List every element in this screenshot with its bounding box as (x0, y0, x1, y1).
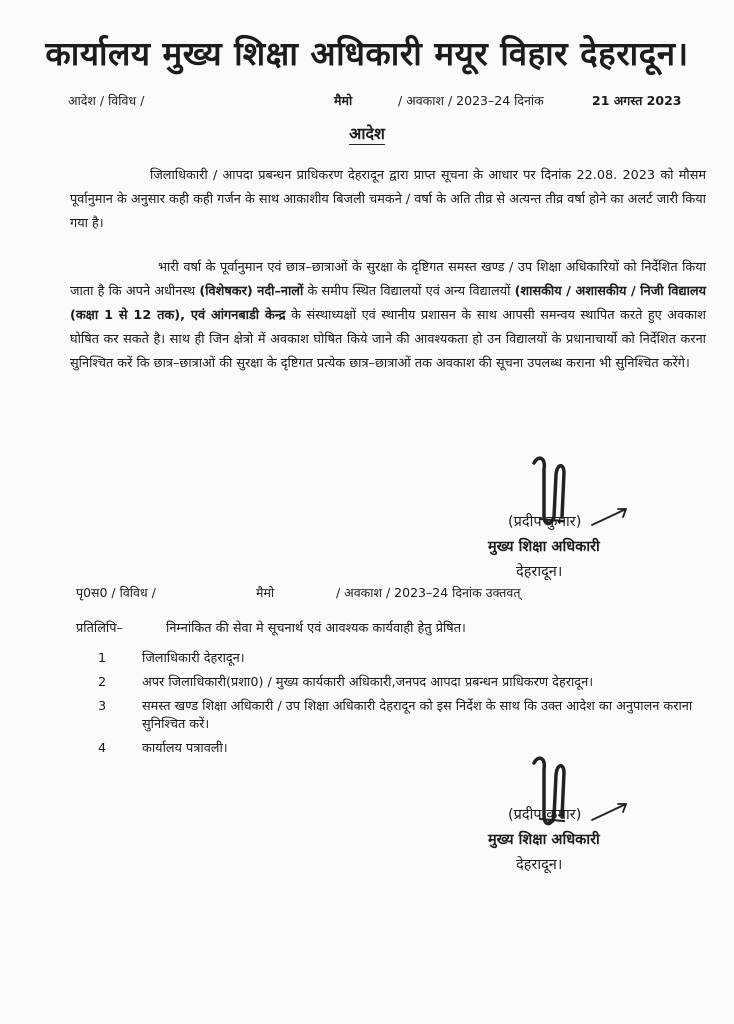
copy-reference-memo: मैमो (256, 585, 275, 600)
copy-list (76, 650, 706, 764)
order-paragraph-2 (70, 256, 706, 376)
list-item (76, 674, 706, 692)
copy-to-text: निम्नांकित की सेवा मे सूचनार्थ एवं आवश्यक कार्यवाही हेतु प्रेषित। (166, 621, 466, 636)
paragraph-2-part-3: के संस्थाध्यक्षों एवं स्थानीय प्रशासन के साथ आपसी समन्वय स्थापित करते हुए अवकाश घोषित कर सकते है। साथ ही जिन क्षेत्रो में अवकाश घोषित किये जाने की आवश्यकता हो उन विद्यालयों के प्रधानाचार्यो को निर्देशित करना सुनिश्चित करें कि छात्र–छात्राओं की सुरक्षा के दृष्टिगत प्रत्येक छात्र–छात्राओं तक अवकाश की सूचना उपलब्ध कराना भी सुनिश्चित करेंगे। (70, 308, 706, 371)
list-item (76, 740, 706, 758)
reference-prefix: आदेश / विविध / (68, 93, 145, 108)
order-heading: आदेश (349, 124, 385, 143)
list-item-number: 1 (98, 651, 107, 666)
signature-block-2 (488, 803, 600, 878)
list-item-number: 3 (98, 699, 107, 714)
reference-date: 21 अगस्त 2023 (592, 93, 682, 108)
signatory-designation-2: मुख्य शिक्षा अधिकारी (488, 832, 600, 848)
list-item-text: अपर जिलाधिकारी(प्रशा0) / मुख्य कार्यकारी अधिकारी,जनपद आपदा प्रबन्धन प्राधिकरण देहरादून। (142, 675, 594, 690)
signatory-name-2: (प्रदीप कुमार) (508, 807, 582, 823)
paragraph-2-bold-2: (शासकीय / अशासकीय / निजी विद्यालय (कक्षा 1 से 12 तक), एवं आंगनबाडी केन्द्र (70, 284, 707, 323)
signature-block-1 (488, 510, 600, 585)
signatory-name-1: (प्रदीप कुमार) (508, 514, 582, 530)
reference-memo: मैमो (334, 93, 353, 108)
list-item-text: समस्त खण्ड शिक्षा अधिकारी / उप शिक्षा अधिकारी देहरादून को इस निर्देश के साथ कि उक्त आदेश का अनुपालन कराना सुनिश्चित करें। (142, 699, 693, 732)
copy-reference-rest: / अवकाश / 2023–24 दिनांक उक्तवत् (336, 585, 521, 600)
paragraph-2-bold-1: (विशेषकर) नदी–नालों (199, 284, 304, 299)
signatory-designation-1: मुख्य शिक्षा अधिकारी (488, 539, 600, 555)
list-item-text: कार्यालय पत्रावली। (142, 741, 228, 756)
order-paragraph-1: जिलाधिकारी / आपदा प्रबन्धन प्राधिकरण देहरादून द्वारा प्राप्त सूचना के आधार पर दिनांक 22.08. 2023 को मौसम पूर्वानुमान के अनुसार कही कही गर्जन के साथ आकाशीय बिजली चमकने / वर्षा के अति तीव्र से अत्यन्त तीव्र वर्षा होने का अलर्ट जारी किया गया है। (70, 168, 706, 231)
list-item-number: 2 (98, 675, 107, 690)
paragraph-2-part-1: भारी वर्षा के पूर्वानुमान एवं छात्र–छात्राओं के सुरक्षा के दृष्टिगत समस्त खण्ड / उप शिक्षा अधिकारियों को निर्देशित किया जाता है कि अपने अधीनस्थ (70, 260, 706, 299)
signatory-place-2: देहरादून। (516, 857, 563, 873)
office-title: कार्यालय मुख्य शिक्षा अधिकारी मयूर विहार देहरादून। (45, 34, 689, 73)
list-item-text: जिलाधिकारी देहरादून। (142, 651, 245, 666)
copy-reference-prefix: पृ0स0 / विविध / (76, 585, 156, 600)
list-item (76, 650, 706, 668)
list-item-number: 4 (98, 741, 107, 756)
signatory-place-1: देहरादून। (516, 564, 563, 580)
copy-to-label: प्रतिलिपि– (76, 621, 123, 636)
reference-subject-year: / अवकाश / 2023–24 दिनांक (398, 93, 544, 108)
paragraph-2-part-2: के समीप स्थित विद्यालयों एवं अन्य विद्यालयों (303, 284, 515, 299)
list-item (76, 698, 706, 734)
